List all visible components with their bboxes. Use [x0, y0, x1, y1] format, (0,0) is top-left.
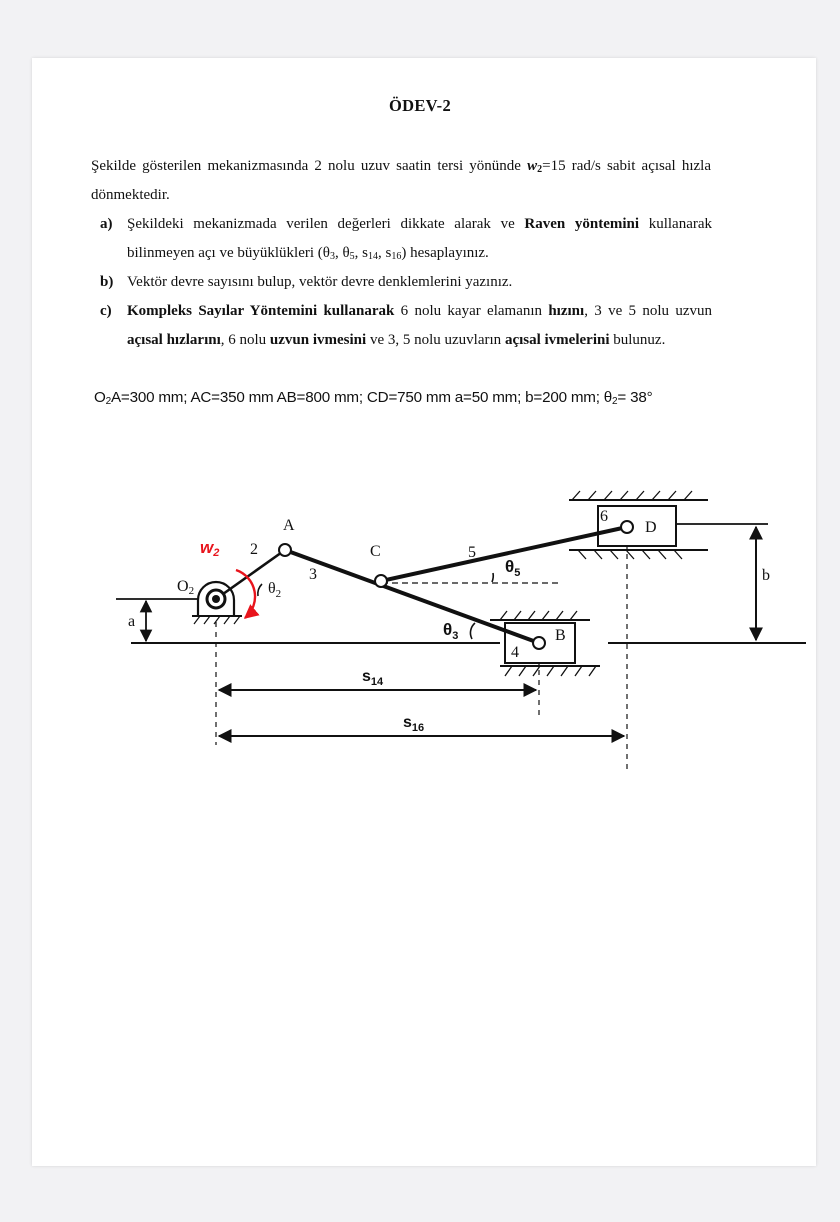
label-b: B: [555, 627, 566, 644]
task-c: c) Kompleks Sayılar Yöntemini kullanarak 6 nolu kayar elamanın hızını, 3 ve 5 nolu uzvun açısal hızlarını, 6 nolu uzvun ivmesini ve 3, 5 nolu uzuvların açısal ivmelerini bulunuz.: [100, 303, 712, 348]
label-d: D: [645, 519, 657, 536]
theta3-arc: [470, 623, 475, 639]
page-title: ÖDEV-2: [389, 96, 451, 115]
theta3-label: $\theta_3$: [443, 620, 459, 642]
theta2-arc: [258, 584, 262, 596]
s14-label: $s_{14}$: [362, 668, 384, 688]
upper-guide-bottom-hatch: [578, 550, 682, 559]
joint-c: [375, 575, 387, 587]
link-6-label: 6: [600, 508, 608, 525]
theta2-label: $\theta_2$: [268, 580, 282, 600]
joint-b: [533, 637, 545, 649]
o2-label: O2: [177, 578, 195, 597]
joint-o2-center: [212, 595, 220, 603]
s16-label: $s_{16}$: [403, 714, 425, 734]
link-4-label: 4: [511, 644, 519, 661]
theta5-label: $\theta_5$: [505, 557, 521, 579]
link-5: [381, 527, 627, 581]
given-values: $O_2A=300$ mm; AC=350 mm AB=800 mm; CD=750 mm a=50 mm; b=200 mm; $\theta_2= 38^\circ$: [94, 389, 653, 407]
upper-guide-top-hatch: [572, 491, 692, 500]
link-3: [285, 550, 539, 643]
link-5-label: 5: [468, 544, 476, 561]
lower-guide-top-hatch: [500, 611, 577, 620]
theta5-arc: [492, 573, 493, 582]
w2-label: w2: [200, 538, 220, 559]
joint-d: [621, 521, 633, 533]
label-c: C: [370, 543, 381, 560]
task-b: b) Vektör devre sayısını bulup, vektör devre denklemlerini yazınız.: [100, 274, 513, 290]
dim-b-label: b: [762, 567, 770, 584]
joint-a: [279, 544, 291, 556]
task-a: a) Şekildeki mekanizmada verilen değerleri dikkate alarak ve Raven yöntemini kullanarak bilinmeyen açı ve büyüklükleri ($\theta_3$, $\theta_5$, $s_{14}$, $s_{16}$) hesaplayınız.: [100, 216, 712, 262]
link-3-label: 3: [309, 566, 317, 583]
label-a: A: [283, 517, 295, 534]
lower-guide-bottom-hatch: [505, 666, 596, 676]
o2-base-hatch: [194, 616, 240, 624]
slider-6: [598, 506, 676, 546]
problem-intro: Şekilde gösterilen mekanizmasında 2 nolu uzuv saatin tersi yönünde $w_2=15$ rad/s sabit açısal hızla dönmektedir.: [91, 158, 711, 203]
dim-a-label: a: [128, 613, 136, 630]
link-2-label: 2: [250, 541, 258, 558]
